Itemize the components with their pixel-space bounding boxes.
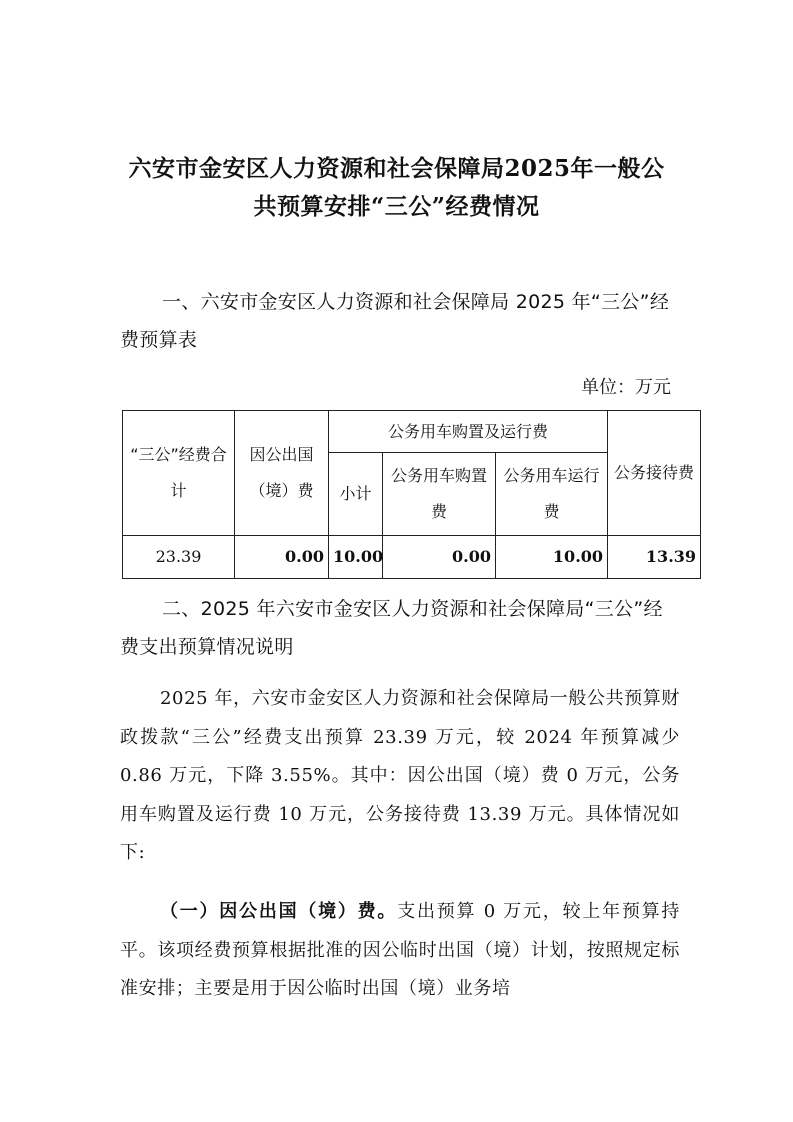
cell-abroad: 0.00 [235,536,329,579]
header-vehicle-purchase: 公务用车购置费 [383,453,496,536]
header-total: “三公”经费合计 [123,411,235,536]
cell-vehicle-purchase: 0.00 [383,536,496,579]
title-line-1: 六安市金安区人力资源和社会保障局2025年一般公 [128,155,665,182]
title-line-2: 共预算安排“三公”经费情况 [253,193,540,220]
document-title [100,150,693,226]
cell-vehicle-operation: 10.00 [496,536,608,579]
header-vehicle-operation: 公务用车运行费 [496,453,608,536]
paragraph-2 [120,893,680,1009]
paragraph-2-text: 支出预算 0 万元，较上年预算持平。该项经费预算根据批准的因公临时出国（境）计划，按照规定标准安排；主要是用于因公临时出国（境）业务培 [120,901,680,999]
three-expenses-table [122,410,701,579]
paragraph-2-lead: （一）因公出国（境）费。 [160,901,398,922]
header-reception: 公务接待费 [608,411,701,536]
header-vehicle-group: 公务用车购置及运行费 [329,411,608,453]
paragraph-1: 2025 年，六安市金安区人力资源和社会保障局一般公共预算财政拨款“三公”经费支出预算 23.39 万元，较 2024 年预算减少 0.86 万元，下降 3.55%。其中：因公出国（境）费 0 万元，公务用车购置及运行费 10 万元，公务接待费 13.39 万元。具体情况如下: [120,688,680,863]
header-subtotal: 小计 [329,453,383,536]
unit-label: 单位：万元 [581,377,671,398]
section-1-heading: 一、六安市金安区人力资源和社会保障局 2025 年“三公”经费预算表 [120,291,670,351]
section-2-heading: 二、2025 年六安市金安区人力资源和社会保障局“三公”经费支出预算情况说明 [120,598,663,658]
cell-total: 23.39 [123,536,235,579]
cell-reception: 13.39 [608,536,701,579]
cell-subtotal: 10.00 [329,536,383,579]
header-abroad: 因公出国（境）费 [235,411,329,536]
